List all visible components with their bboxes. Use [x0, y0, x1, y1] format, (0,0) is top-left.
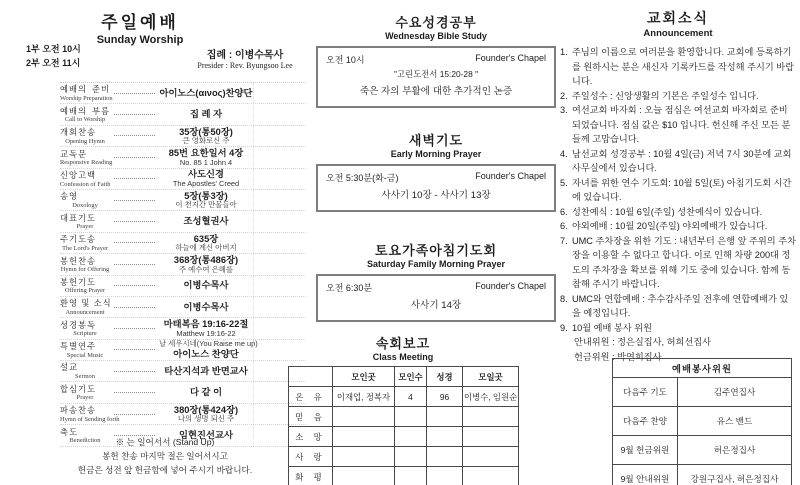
- order-item-label: [60, 213, 110, 231]
- order-item-label-korean: 예배의 준비: [60, 84, 110, 95]
- announcement-number: 5.: [560, 177, 568, 188]
- order-item-label-english: Benediction: [69, 437, 101, 445]
- row-tail-spacer: [253, 276, 306, 296]
- service-time-1: 1부 오전 10시: [26, 44, 81, 54]
- announcement-number: 9.: [560, 322, 568, 333]
- class-meeting-row: [289, 407, 519, 427]
- saturday-family-prayer-section: [316, 240, 556, 322]
- dotted-leader: [114, 221, 155, 222]
- order-item-label: [60, 277, 110, 295]
- class-data-cell: [395, 407, 427, 427]
- announcement-text: 주일성수 : 신앙생활의 기본은 주일성수 입니다.: [572, 90, 759, 101]
- worship-order-row: [60, 211, 306, 232]
- saturday-box: [316, 274, 556, 322]
- worship-order-row: [60, 404, 306, 425]
- class-data-cell: 4: [395, 387, 427, 407]
- order-item-value: [159, 234, 253, 253]
- dotted-leader: [114, 328, 155, 329]
- announcement-item: [560, 234, 796, 292]
- row-tail-spacer: [253, 211, 306, 231]
- dotted-leader: [114, 307, 155, 308]
- order-item-value-main: 5장(통3장): [184, 190, 228, 201]
- order-item-label-english: The Lord's Prayer: [62, 244, 108, 252]
- announcement-text: 주님의 이름으로 여러분을 환영합니다. 교회에 등록하기를 원하시는 분은 새신자 기록카드를 작성해 주시기 바랍니다.: [572, 47, 794, 86]
- note-offering-box: 헌금은 성전 앞 헌금함에 넣어 주시기 바랍니다.: [77, 464, 253, 475]
- serving-row: [613, 378, 792, 407]
- worship-order-table: [60, 82, 306, 447]
- order-item-value-sub: 하늘에 계신 아버지: [175, 243, 237, 253]
- order-item-value-main: 이병수목사: [183, 301, 229, 312]
- announcement-item: [560, 176, 796, 205]
- announcement-text: 야외예배 : 10월 20일(주일) 야외예배가 있습니다.: [572, 221, 768, 231]
- class-data-cell: [427, 467, 463, 485]
- row-tail-spacer: [253, 297, 306, 317]
- order-item-label-english: Offering Prayer: [64, 287, 106, 295]
- serving-role-cell: 다음주 찬양: [613, 407, 678, 436]
- class-data-cell: [427, 427, 463, 447]
- order-item-value: [159, 280, 253, 291]
- order-item-label-korean: 축도: [60, 426, 79, 437]
- order-item-label-korean: 신앙고백: [60, 169, 97, 180]
- class-data-cell: [427, 447, 463, 467]
- service-time-2: 2부 오전 11시: [26, 58, 81, 69]
- order-item-label-korean: 설교: [60, 362, 79, 373]
- order-item-label-english: Responsive Reading: [60, 159, 113, 167]
- serving-person-cell: 허은정집사: [678, 436, 792, 465]
- order-item-label-english: Confession of Faith: [60, 180, 111, 188]
- section-title-korean: 새벽기도: [408, 133, 464, 148]
- wednesday-bible-study-section: [316, 12, 556, 108]
- order-item-label: [60, 170, 110, 188]
- order-item-value: [159, 216, 253, 227]
- dotted-leader: [114, 349, 155, 350]
- class-table-header-row: [289, 367, 519, 387]
- class-data-cell: [463, 447, 519, 467]
- announcement-number: 7.: [560, 235, 568, 246]
- serving-role-cell: 9월 헌금위원: [613, 436, 678, 465]
- row-tail-spacer: [253, 169, 306, 189]
- serving-committee-section: [612, 358, 792, 485]
- order-item-label-english: Special Music: [66, 351, 104, 359]
- announcement-item: [560, 205, 796, 220]
- announcement-number: 6.: [560, 206, 568, 217]
- class-meeting-table: [288, 366, 519, 485]
- order-item-value-main: 아이노스 찬양단: [173, 348, 239, 359]
- order-item-value-main: 사도신경: [188, 169, 224, 180]
- order-item-value-main: 635장: [193, 233, 219, 244]
- serving-role-cell: 다음주 기도: [613, 378, 678, 407]
- order-item-value-main: 조성혈권사: [183, 216, 229, 227]
- class-data-cell: [427, 407, 463, 427]
- class-data-cell: 이병수, 임원순: [463, 387, 519, 407]
- order-item-label: [60, 84, 113, 102]
- order-item-label: [60, 106, 110, 124]
- order-item-value-main: 아이노스(αινος)찬양단: [159, 87, 253, 98]
- serving-person-cell: 강원구집사, 허은정집사: [678, 465, 792, 485]
- class-name-cell: 믿 음: [289, 407, 333, 427]
- announcement-number: 3.: [560, 105, 568, 115]
- order-item-label-korean: 주기도송: [60, 234, 97, 245]
- row-tail-spacer: [253, 147, 306, 167]
- order-item-value: [159, 366, 253, 377]
- class-name-cell: 사 랑: [289, 447, 333, 467]
- announcement-item: [560, 103, 796, 147]
- announcements-title-english: Announcement: [643, 28, 713, 39]
- worship-order-row: [60, 382, 306, 403]
- order-item-label-korean: 합심기도: [60, 383, 97, 394]
- class-meeting-section: [288, 333, 518, 485]
- order-item-label: [60, 234, 110, 252]
- worship-order-row: [60, 126, 306, 147]
- worship-order-row: [60, 254, 306, 275]
- order-item-label-korean: 성경봉독: [60, 319, 97, 330]
- order-item-label-korean: 파송찬송: [60, 405, 97, 416]
- class-data-cell: 이재업, 정복자: [333, 387, 395, 407]
- early-morning-prayer-section: [316, 130, 556, 212]
- row-tail-spacer: [253, 254, 306, 274]
- dotted-leader: [114, 157, 155, 158]
- order-item-label-english: Scripture: [73, 330, 97, 338]
- order-item-value-sub: 이 천지간 만물들아: [175, 200, 237, 210]
- class-data-cell: [395, 467, 427, 485]
- class-table-header-cell: 모인곳: [333, 367, 395, 387]
- worship-order-row: [60, 190, 306, 211]
- order-item-label-english: Call to Worship: [64, 116, 106, 124]
- class-meeting-row: [289, 387, 519, 407]
- order-item-label-english: Sermon: [75, 373, 95, 381]
- scripture-reference: 사사기 14장: [410, 300, 462, 311]
- announcement-text: 여선교회 바자회 : 오늘 점심은 여선교회 바자회로 준비되었습니다. 점심 값은 $10 입니다. 헌신해 주신 모든 분들께 고맙습니다.: [572, 105, 791, 144]
- section-title-english: Wednesday Bible Study: [385, 31, 487, 41]
- dotted-leader: [114, 200, 155, 201]
- class-data-cell: [463, 467, 519, 485]
- order-item-label-korean: 송영: [60, 191, 79, 202]
- serving-committee-table: [612, 358, 792, 485]
- order-item-label: [60, 298, 110, 316]
- dotted-leader: [114, 178, 155, 179]
- order-item-value-main: 집 례 자: [189, 109, 223, 120]
- row-tail-spacer: [253, 233, 306, 253]
- order-item-value-sub: 주 예수여 은혜를: [178, 264, 234, 274]
- announcement-text: 10월 예배 봉사 위원: [572, 322, 653, 333]
- announcement-item: [560, 292, 796, 321]
- announcement-text: UMC 주차장을 위한 기도 : 내년부터 은행 앞 주위의 주차장을 이용할 수 없다고 합니다. 이로 인해 차량 200대 정도의 주차장을 확보를 위해 기도 중에 있습니다. 함께 동참해 주시기 바랍니다.: [572, 235, 796, 289]
- class-data-cell: [463, 427, 519, 447]
- presider-english: Presider : Rev. Byungsoo Lee: [197, 61, 293, 70]
- order-item-value-sub: 나의 생명 되신 주: [177, 414, 235, 424]
- class-meeting-row: [289, 447, 519, 467]
- order-item-value: [159, 255, 253, 274]
- order-item-value: [159, 339, 258, 359]
- study-topic: 죽은 자의 부활에 대한 추가적인 논증: [359, 86, 513, 97]
- announcement-text: 남선교회 성경공부 : 10월 4일(금) 저녁 7시 30분에 교회 사무실에서 있습니다.: [572, 148, 792, 173]
- order-item-value-pretext: 날 세우시네(You Raise me up): [159, 339, 258, 349]
- order-item-label-english: Opening Hymn: [65, 137, 105, 145]
- note-stand-up: ※ 는 일어서서 (Stand Up): [115, 437, 215, 447]
- order-item-value-sub: No. 85 1 John 4: [179, 157, 233, 167]
- order-item-value: [159, 405, 253, 424]
- wednesday-box: [316, 46, 556, 108]
- serving-role-cell: 9월 안내위원: [613, 465, 678, 485]
- row-tail-spacer: [253, 126, 306, 146]
- dotted-leader: [114, 414, 155, 415]
- announcement-list: [560, 45, 796, 364]
- order-item-label-english: Doxology: [72, 201, 98, 209]
- serving-person-cell: 김주연집사: [678, 378, 792, 407]
- order-item-value-sub: Matthew 19:16-22: [176, 328, 236, 338]
- class-data-cell: [333, 467, 395, 485]
- announcement-text: UMC와 연합예배 : 추수감사주일 전후에 연합예배가 있을 예정입니다.: [572, 293, 789, 318]
- worship-notes: [20, 436, 310, 477]
- order-item-label-korean: 봉헌찬송: [60, 255, 97, 266]
- sunday-worship-title: [40, 8, 240, 46]
- section-title-english: Saturday Family Morning Prayer: [366, 259, 506, 269]
- worship-order-row: [60, 104, 306, 125]
- worship-order-row: [60, 361, 306, 382]
- class-name-cell: 화 평: [289, 467, 333, 485]
- worship-order-row: [60, 276, 306, 297]
- page-subtitle: Sunday Worship: [96, 34, 184, 46]
- order-item-value-main: 타산지석과 반면교사: [164, 365, 248, 376]
- order-item-label: [60, 148, 113, 167]
- serving-table-header-row: [613, 359, 792, 378]
- worship-order-row: [60, 83, 306, 104]
- serving-table-title: 예배봉사위원: [613, 359, 792, 378]
- class-meeting-row: [289, 467, 519, 485]
- class-meeting-row: [289, 427, 519, 447]
- meeting-place: Founder's Chapel: [475, 281, 546, 291]
- order-item-label-english: Hymn of Sending forth: [60, 415, 120, 423]
- announcement-item: [560, 321, 796, 336]
- meeting-place: Founder's Chapel: [475, 53, 546, 63]
- meeting-time: 오전 10시: [326, 55, 365, 65]
- class-data-cell: [333, 407, 395, 427]
- order-item-label-korean: 특별연주: [60, 341, 97, 352]
- announcement-item: [560, 219, 796, 234]
- order-item-value: [159, 169, 253, 188]
- class-data-cell: 96: [427, 387, 463, 407]
- order-item-label-english: Hymn for Offering: [60, 266, 110, 274]
- order-item-value-main: 368장(통486장): [173, 254, 239, 265]
- order-item-value: [159, 302, 253, 313]
- order-item-label: [60, 127, 110, 145]
- order-item-value-main: 35장(통50장): [179, 126, 233, 137]
- dotted-leader: [114, 264, 155, 265]
- order-item-label: [60, 320, 110, 338]
- order-item-value: [159, 109, 253, 120]
- section-title-english: Early Morning Prayer: [390, 149, 482, 159]
- order-item-label-korean: 교독문: [60, 148, 88, 159]
- order-item-value-main: 마태복음 19:16-22절: [163, 319, 249, 330]
- class-data-cell: [333, 427, 395, 447]
- order-item-label-english: Prayer: [76, 394, 94, 402]
- note-offering-hymn: 봉헌 찬송 마지막 절은 일어서시고: [102, 450, 228, 461]
- class-table-header-cell: 성경: [427, 367, 463, 387]
- order-item-label-english: Prayer: [76, 223, 94, 231]
- announcement-subitem: 안내위원 : 정은실집사, 허희선집사: [574, 337, 712, 347]
- order-item-value: [159, 191, 253, 210]
- serving-row: [613, 465, 792, 485]
- dotted-leader: [114, 392, 155, 393]
- order-item-label: [60, 256, 110, 274]
- order-item-label: [60, 341, 110, 359]
- meeting-time: 오전 6:30분: [326, 283, 373, 293]
- class-data-cell: [463, 407, 519, 427]
- scripture-reference: "고린도전서 15:20-28 ": [393, 69, 479, 79]
- worship-order-row: [60, 147, 306, 168]
- class-table-header-cell: 모인수: [395, 367, 427, 387]
- section-title-korean: 수요성경공부: [395, 15, 477, 30]
- row-tail-spacer: [253, 104, 306, 124]
- section-title-english: Class Meeting: [372, 352, 434, 362]
- order-item-label-korean: 환영 및 소식: [60, 298, 112, 309]
- service-times: [26, 42, 81, 71]
- announcement-item: [560, 147, 796, 176]
- announcement-text: 성찬예식 : 10월 6일(주일) 성찬예식이 있습니다.: [572, 206, 763, 217]
- presider-korean: 집례 : 이병수목사: [206, 50, 284, 61]
- class-name-cell: 소 망: [289, 427, 333, 447]
- class-name-cell: 온 유: [289, 387, 333, 407]
- order-item-label-english: Worship Preparation: [60, 94, 113, 102]
- order-item-value-main: 380장(통424장): [173, 404, 239, 415]
- order-item-value: [159, 88, 253, 99]
- order-item-label-korean: 개회찬송: [60, 127, 97, 138]
- announcement-number: 8.: [560, 293, 568, 304]
- class-table-header-cell: [289, 367, 333, 387]
- section-title-korean: 토요가족아침기도회: [374, 243, 498, 258]
- order-item-label-korean: 예배의 부름: [60, 105, 110, 116]
- dotted-leader: [114, 135, 155, 136]
- worship-order-row: [60, 233, 306, 254]
- order-item-label: [60, 362, 110, 380]
- worship-order-row: [60, 340, 306, 361]
- row-tail-spacer: [253, 83, 306, 103]
- announcement-item: [560, 45, 796, 89]
- serving-person-cell: 유스 밴드: [678, 407, 792, 436]
- announcement-number: 6.: [560, 221, 568, 231]
- order-item-value-main: 85번 요한일서 4장: [168, 147, 244, 158]
- announcements-section: [560, 8, 796, 364]
- order-item-label: [60, 191, 110, 209]
- dotted-leader: [114, 242, 155, 243]
- scripture-reference: 사사기 10장 - 사사기 13장: [381, 190, 491, 201]
- order-item-label: [60, 405, 120, 423]
- dotted-leader: [114, 93, 155, 94]
- class-data-cell: [395, 447, 427, 467]
- meeting-place: Founder's Chapel: [475, 171, 546, 181]
- order-item-value-main: 이병수목사: [183, 280, 229, 291]
- announcement-number: 1.: [560, 47, 568, 57]
- announcement-number: 2.: [560, 90, 568, 101]
- order-item-value-main: 임현진선교사: [179, 430, 233, 441]
- worship-order-row: [60, 169, 306, 190]
- worship-order-row: [60, 297, 306, 318]
- serving-row: [613, 407, 792, 436]
- dotted-leader: [114, 114, 155, 115]
- row-tail-spacer: [253, 190, 306, 210]
- worship-order-row: [60, 318, 306, 339]
- class-table-header-cell: 모일곳: [463, 367, 519, 387]
- dotted-leader: [114, 371, 155, 372]
- order-item-value-main: 다 같 이: [189, 387, 223, 398]
- order-item-value: [159, 127, 253, 146]
- serving-row: [613, 436, 792, 465]
- class-data-cell: [395, 427, 427, 447]
- meeting-time: 오전 5:30분(화-금): [326, 173, 399, 183]
- order-item-label-korean: 봉헌기도: [60, 276, 97, 287]
- order-item-value-sub: 큰 영화로신 주: [182, 136, 230, 146]
- class-data-cell: [333, 447, 395, 467]
- early-morning-box: [316, 164, 556, 212]
- order-item-label: [60, 384, 110, 402]
- announcement-subitem: 헌금위원 : 박연희집사: [574, 351, 662, 362]
- announcements-title-korean: 교회소식: [646, 10, 710, 26]
- order-item-label-english: Announcement: [65, 308, 105, 316]
- announcement-number: 4.: [560, 148, 568, 159]
- page-title: 주일예배: [101, 13, 179, 32]
- dotted-leader: [114, 285, 155, 286]
- order-item-value: [159, 148, 253, 167]
- presider-block: [170, 46, 320, 70]
- order-item-value-sub: The Apostles' Creed: [172, 179, 240, 189]
- section-title-korean: 속회보고: [375, 336, 431, 351]
- announcement-item: [560, 89, 796, 104]
- announcement-text: 자녀를 위한 연수 기도회: 10월 5일(토) 아침기도회 시간에 있습니다.: [572, 177, 792, 202]
- order-item-label-korean: 대표기도: [60, 212, 97, 223]
- order-item-value: [159, 319, 253, 338]
- order-item-value: [159, 387, 253, 398]
